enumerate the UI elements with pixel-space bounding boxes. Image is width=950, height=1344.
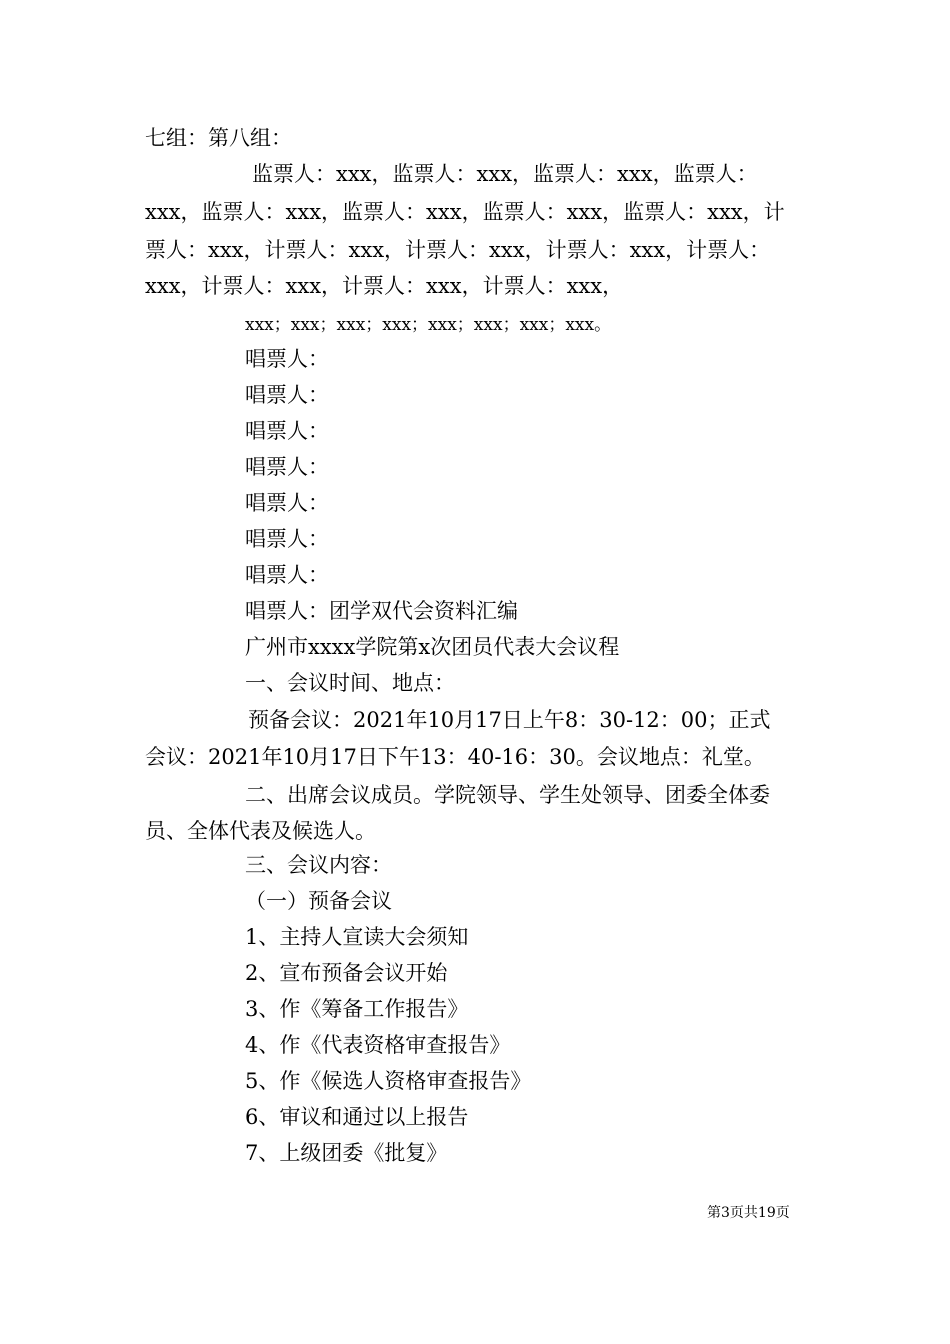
- text-line: （一）预备会议: [245, 889, 392, 913]
- text-line: 唱票人：: [245, 491, 329, 515]
- text-line: 5、作《候选人资格审查报告》: [245, 1069, 532, 1093]
- text-line: 唱票人：: [245, 383, 329, 407]
- text-line: 监票人：xxx，监票人：xxx，监票人：xxx，监票人：: [252, 162, 758, 186]
- text-line: xxx，计票人：xxx，计票人：xxx，计票人：xxx，: [145, 274, 624, 298]
- text-line: 7、上级团委《批复》: [245, 1141, 448, 1165]
- text-line: xxx；xxx；xxx；xxx；xxx；xxx；xxx；xxx。: [245, 315, 612, 335]
- text-line: 6、审议和通过以上报告: [245, 1105, 469, 1129]
- text-line: 员、全体代表及候选人。: [145, 819, 376, 843]
- text-line: xxx，监票人：xxx，监票人：xxx，监票人：xxx，监票人：xxx，计: [145, 200, 785, 224]
- text-line: 会议：2021年10月17日下午13：40-16：30。会议地点：礼堂。: [145, 745, 765, 769]
- text-line: 唱票人：团学双代会资料汇编: [245, 599, 518, 623]
- text-line: 广州市xxxx学院第x次团员代表大会议程: [245, 635, 620, 659]
- text-line: 七组：第八组：: [145, 126, 292, 150]
- text-line: 1、主持人宣读大会须知: [245, 925, 469, 949]
- text-line: 唱票人：: [245, 347, 329, 371]
- text-line: 一、会议时间、地点：: [245, 671, 455, 695]
- text-line: 4、作《代表资格审查报告》: [245, 1033, 511, 1057]
- text-line: 二、出席会议成员。学院领导、学生处领导、团委全体委: [245, 783, 770, 807]
- text-line: 3、作《筹备工作报告》: [245, 997, 469, 1021]
- text-line: 2、宣布预备会议开始: [245, 961, 448, 985]
- text-line: 唱票人：: [245, 527, 329, 551]
- text-line: 唱票人：: [245, 419, 329, 443]
- text-line: 唱票人：: [245, 563, 329, 587]
- page-number: 第3页共19页: [707, 1205, 790, 1221]
- text-line: 三、会议内容：: [245, 853, 392, 877]
- text-line: 唱票人：: [245, 455, 329, 479]
- text-line: 票人：xxx，计票人：xxx，计票人：xxx，计票人：xxx，计票人：: [145, 238, 771, 262]
- text-line: 预备会议：2021年10月17日上午8：30-12：00；正式: [248, 708, 771, 732]
